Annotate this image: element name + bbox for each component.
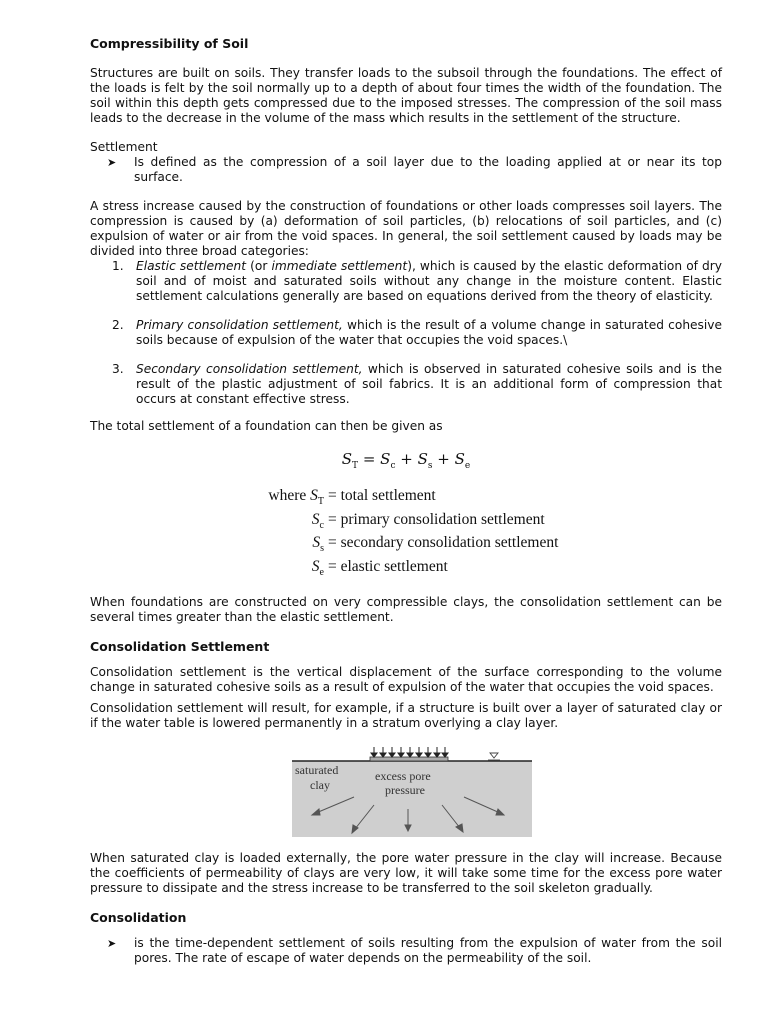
eq-subscript: c (390, 461, 396, 471)
label-excess-pore: excess pore (375, 769, 431, 784)
category-term: Elastic settlement (136, 259, 247, 273)
category-text (136, 318, 722, 348)
category-connector: (or (246, 259, 272, 273)
def-symbol: S (311, 510, 320, 528)
settlement-categories (90, 259, 722, 407)
category-term-alt: immediate settlement (271, 259, 408, 273)
cs-paragraph-1: Consolidation settlement is the vertical displacement of the surface corresponding to the volume change in saturated cohesive soils as a result of expulsion of the water that occupies the void spaces. (90, 665, 722, 695)
foundation-load-plate (370, 757, 448, 761)
load-arrows (371, 747, 448, 757)
eq-symbol: S (341, 450, 353, 468)
category-text (136, 259, 722, 304)
eq-subscript: e (464, 461, 471, 471)
total-settlement-equation: $S_T = S_c + S_s + S_e$ (341, 450, 471, 471)
equation-definitions (251, 487, 722, 581)
consolidation-settlement-heading: Consolidation Settlement (90, 639, 270, 655)
settlement-label: Settlement (90, 140, 158, 154)
category-description: ), which is caused by the elastic deformation of dry soil and of moist and saturated soils without any change in the moisture content. Elastic settlement calculations generally are based on equations derived from the theory of elasticity. (136, 259, 722, 303)
intro-paragraph: Structures are built on soils. They transfer loads to the subsoil through the foundations. The effect of the loads is felt by the soil normally up to a depth of about four times the width of the foundation. The soil within this depth gets compressed due to the imposed stresses. The compression of the soil mass leads to the decrease in the volume of the mass which results in the settlement of the structure. (90, 66, 722, 125)
definition-text: = secondary consolidation settlement (328, 534, 559, 552)
eq-subscript: T (352, 461, 359, 471)
settlement-bullet-text: Is defined as the compression of a soil layer due to the loading applied at or near its top surface. (134, 155, 722, 184)
clays-paragraph: When foundations are constructed on very compressible clays, the consolidation settlement can be several times greater than the elastic settlement. (90, 595, 722, 625)
definition-row (251, 511, 722, 535)
section-title: Compressibility of Soil (90, 36, 249, 51)
def-subscript: T (317, 496, 324, 508)
consolidation-bullet (107, 936, 722, 966)
settlement-bullet (107, 155, 722, 185)
water-table-icon (488, 753, 500, 760)
category-text (136, 362, 722, 407)
definition-row (251, 534, 722, 558)
def-subscript: e (319, 566, 324, 578)
def-symbol: S (312, 534, 321, 552)
consolidation-heading: Consolidation (90, 910, 187, 926)
category-description: which is observed in saturated cohesive soils and is the result of the plastic adjustment of soil fabrics. It is an additional form of compression that occurs at constant effective stress. (136, 362, 722, 406)
def-symbol: S (311, 557, 320, 575)
label-pressure: pressure (385, 783, 425, 798)
category-term: Primary consolidation settlement, (136, 318, 343, 332)
definition-row (251, 487, 722, 511)
arrow-bullet-icon: ➤ (107, 937, 117, 951)
def-subscript: s (320, 543, 324, 555)
definition-text: = elastic settlement (328, 557, 448, 575)
eq-symbol: S (380, 450, 391, 468)
definition-row (251, 558, 722, 582)
saturated-clay-diagram (292, 747, 532, 837)
category-item (112, 318, 722, 348)
label-saturated: saturated (295, 763, 339, 778)
arrow-bullet-icon: ➤ (107, 156, 117, 169)
eq-subscript: s (427, 461, 433, 471)
category-number: 3. (112, 362, 124, 376)
cs-paragraph-2: Consolidation settlement will result, for example, if a structure is built over a layer of saturated clay or if the water table is lowered permanently in a stratum overlying a clay layer. (90, 701, 722, 731)
stress-paragraph: A stress increase caused by the construction of foundations or other loads compresses soil layers. The compression is caused by (a) deformation of soil particles, (b) relocations of soil particles, and (c) expulsion of water or air from the void spaces. In general, the soil settlement caused by loads may be divided into three broad categories: (90, 199, 722, 258)
category-description: which is the result of a volume change in saturated cohesive soils because of expulsion of the water that occupies the void spaces.\ (136, 318, 722, 347)
loaded-paragraph: When saturated clay is loaded externally, the pore water pressure in the clay will increase. Because the coefficients of permeability of clays are very low, it will take some time for the excess pore water pressure to dissipate and the stress increase to be transferred to the soil skeleton gradually. (90, 851, 722, 896)
definition-text: = total settlement (328, 487, 436, 504)
document-page (90, 36, 722, 966)
eq-symbol: S (454, 450, 465, 468)
consolidation-bullet-text: is the time-dependent settlement of soils resulting from the expulsion of water from the soil pores. The rate of escape of water depends on the permeability of the soil. (134, 936, 722, 966)
def-subscript: c (319, 519, 324, 531)
def-symbol: S (310, 487, 318, 504)
category-item (112, 362, 722, 407)
saturated-clay-figure (292, 747, 532, 837)
label-clay: clay (310, 778, 330, 793)
category-term: Secondary consolidation settlement, (136, 362, 363, 376)
eq-symbol: S (417, 450, 428, 468)
category-number: 1. (112, 259, 124, 273)
total-settlement-sentence: The total settlement of a foundation can then be given as (90, 419, 443, 433)
definition-text: = primary consolidation settlement (328, 510, 545, 528)
where-label: where (268, 487, 307, 504)
category-number: 2. (112, 318, 124, 332)
category-item (112, 259, 722, 304)
